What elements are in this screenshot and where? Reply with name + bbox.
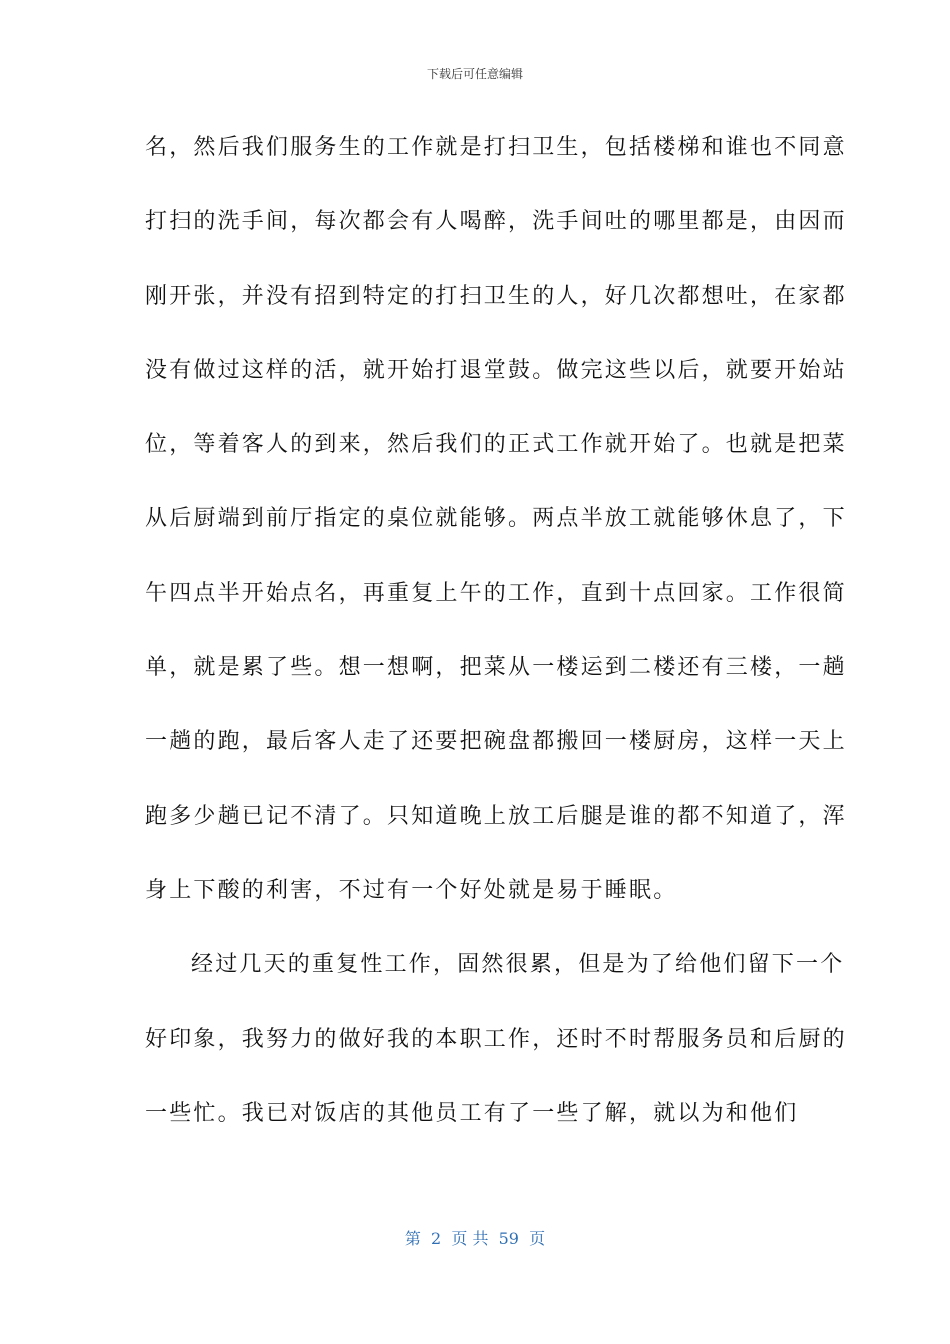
text-line: 好印象，我努力的做好我的本职工作，还时不时帮服务员和后厨的 (145, 1026, 847, 1052)
text-line: 一趟的跑，最后客人走了还要把碗盘都搬回一楼厨房，这样一天上 (145, 729, 847, 755)
text-line: 从后厨端到前厅指定的桌位就能够。两点半放工就能够休息了，下 (145, 506, 847, 532)
paragraph-start-line: 经过几天的重复性工作，固然很累，但是为了给他们留下一个 (191, 952, 845, 978)
text-line: 名，然后我们服务生的工作就是打扫卫生，包括楼梯和谁也不同意 (145, 135, 847, 160)
text-line: 跑多少趟已记不清了。只知道晚上放工后腿是谁的都不知道了，浑 (145, 803, 847, 829)
text-line: 一些忙。我已对饭店的其他员工有了一些了解，就以为和他们 (145, 1100, 799, 1126)
text-line: 位，等着客人的到来，然后我们的正式工作就开始了。也就是把菜 (145, 432, 847, 458)
page-number-footer: 第 2 页 共 59 页 (404, 1229, 546, 1248)
text-line: 午四点半开始点名，再重复上午的工作，直到十点回家。工作很简 (145, 580, 847, 606)
page-header: 下载后可任意编辑 (426, 67, 523, 81)
document-body (145, 128, 847, 1168)
text-line: 身上下酸的利害，不过有一个好处就是易于睡眠。 (145, 877, 678, 903)
text-line: 单，就是累了些。想一想啊，把菜从一楼运到二楼还有三楼，一趟 (145, 655, 847, 681)
text-line: 刚开张，并没有招到特定的打扫卫生的人，好几次都想吐，在家都 (145, 283, 847, 309)
text-line: 没有做过这样的活，就开始打退堂鼓。做完这些以后，就要开始站 (145, 357, 847, 383)
text-line: 打扫的洗手间，每次都会有人喝醉，洗手间吐的哪里都是，由因而 (145, 209, 847, 235)
